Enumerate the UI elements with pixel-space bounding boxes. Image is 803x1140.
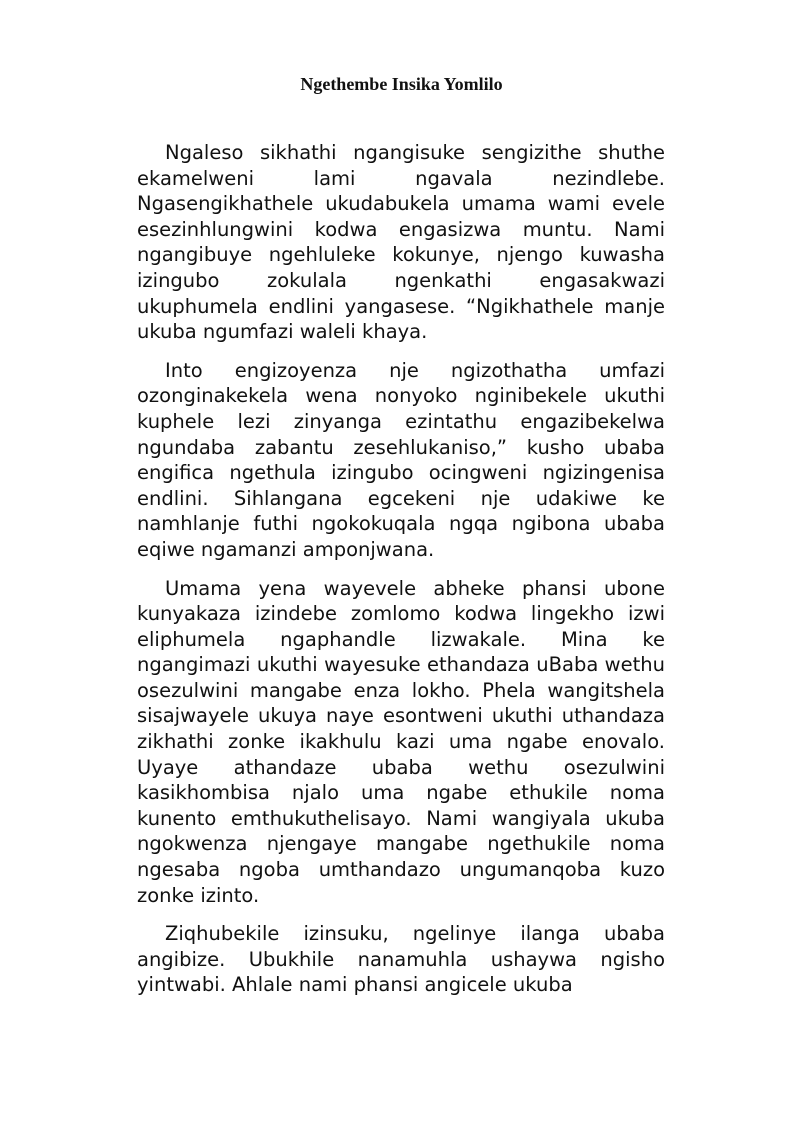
paragraph-4: Ziqhubekile izinsuku, ngelinye ilanga ubaba angibize. Ubukhile nanamuhla ushaywa ngisho yintwabi. Ahlale nami phansi angicele ukuba	[137, 922, 665, 997]
paragraph-1: Ngaleso sikhathi ngangisuke sengizithe shuthe ekamelweni lami ngavala nezindlebe. Ngasengikhathele ukudabukela umama wami evele esezinhlungwini kodwa engasizwa muntu. Nami ngangibuye ngehluleke kokunye, njengo kuwasha izingubo zokulala ngenkathi engasakwazi ukuphumela endlini yangasese. “Ngikhathele manje ukuba ngumfazi waleli khaya.	[137, 141, 665, 344]
paragraph-3: Umama yena wayevele abheke phansi ubone kunyakaza izindebe zomlomo kodwa lingekho izwi eliphumela ngaphandle lizwakale. Mina ke ngangimazi ukuthi wayesuke ethandaza uBaba wethu osezulwini mangabe enza lokho. Phela wangitshela sisajwayele ukuya naye esontweni ukuthi uthandaza zikhathi zonke ikakhulu kazi uma ngabe enovalo. Uyaye athandaze ubaba wethu osezulwini kasikhombisa njalo uma ngabe ethukile noma kunento emthukuthelisayo. Nami wangiyala ukuba ngokwenza njengaye mangabe ngethukile noma ngesaba ngoba umthandazo ungumanqoba kuzo zonke izinto.	[137, 576, 665, 907]
paragraph-2: Into engizoyenza nje ngizothatha umfazi ozonginakekela wena nonyoko nginibekele ukuthi kuphele lezi zinyanga ezintathu engazibekelwa ngundaba zabantu zesehlukaniso,” kusho ubaba engifica ngethula izingubo ocingweni ngizingenisa endlini. Sihlangana egcekeni nje udakiwe ke namhlanje futhi ngokokuqala ngqa ngibona ubaba eqiwe ngamanzi amponjwana.	[137, 358, 665, 561]
page-title: Ngethembe Insika Yomlilo	[300, 74, 503, 94]
story-body	[137, 140, 665, 1011]
